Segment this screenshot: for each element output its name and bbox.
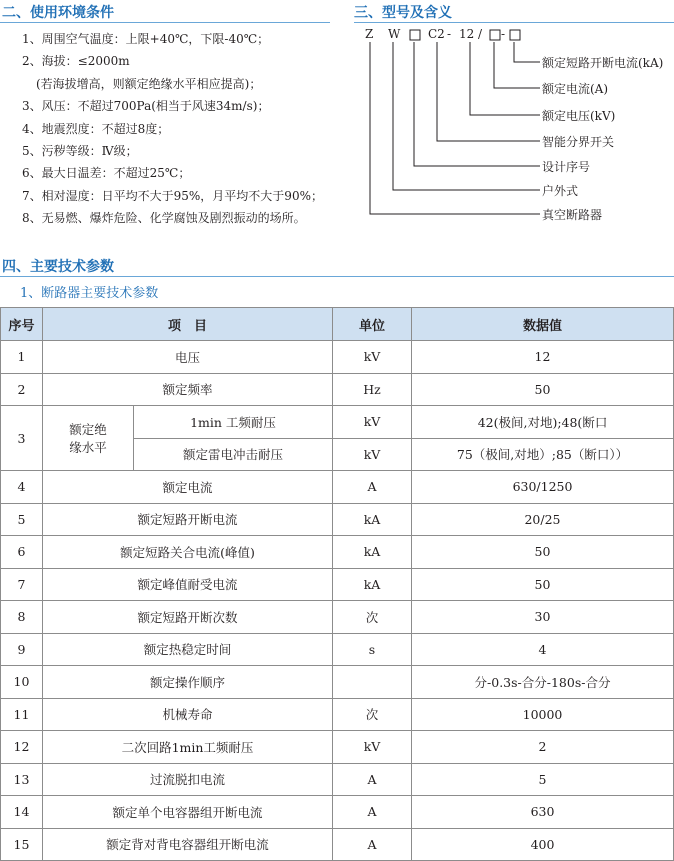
table-row — [1, 471, 674, 504]
code-box-1 — [410, 30, 420, 40]
label-design-no: 设计序号 — [542, 160, 591, 174]
code-z: Z — [365, 27, 374, 41]
cell-unit: A — [333, 828, 412, 861]
table-row — [1, 698, 674, 731]
group-line-1: 额定绝 — [69, 422, 107, 437]
leader-design-no — [414, 42, 540, 166]
cell-unit: A — [333, 763, 412, 796]
header-value: 数据值 — [412, 308, 674, 341]
cell-unit: A — [333, 471, 412, 504]
cell-unit: 次 — [333, 601, 412, 634]
cell-unit: kA — [333, 503, 412, 536]
cell-item: 额定短路开断次数 — [43, 601, 333, 634]
label-rated-current: 额定电流(A) — [542, 82, 609, 96]
cell-item: 额定短路开断电流 — [43, 503, 333, 536]
header-no: 序号 — [1, 308, 43, 341]
code-dash-2: - — [501, 27, 506, 41]
table-row — [1, 828, 674, 861]
cell-item: 额定短路关合电流(峰值) — [43, 536, 333, 569]
cell-value: 分-0.3s-合分-180s-合分 — [412, 666, 674, 699]
cell-value: 630 — [412, 796, 674, 829]
cell-value: 75（极间,对地）;85（断口）） — [412, 438, 674, 471]
cell-value: 50 — [412, 536, 674, 569]
cell-no: 5 — [1, 503, 43, 536]
cell-item: 额定雷电冲击耐压 — [134, 438, 333, 471]
label-rated-voltage: 额定电压(kV) — [542, 109, 616, 123]
header-item: 项 目 — [43, 308, 333, 341]
code-dash-1: - — [447, 27, 452, 41]
env-item: 8、无易燃、爆炸危险、化学腐蚀及剧烈振动的场所。 — [22, 211, 306, 226]
cell-value: 50 — [412, 568, 674, 601]
cell-item: 额定电流 — [43, 471, 333, 504]
cell-no: 8 — [1, 601, 43, 634]
table-row — [1, 763, 674, 796]
section-title-parameters: 四、主要技术参数 — [2, 259, 114, 275]
label-smart-switch: 智能分界开关 — [542, 135, 615, 149]
parameters-subtitle: 1、断路器主要技术参数 — [20, 286, 159, 301]
leader-outdoor — [393, 42, 540, 190]
cell-value: 12 — [412, 341, 674, 374]
cell-item: 1min 工频耐压 — [134, 406, 333, 439]
cell-no: 15 — [1, 828, 43, 861]
cell-unit: 次 — [333, 698, 412, 731]
cell-unit: kV — [333, 406, 412, 439]
code-box-2 — [490, 30, 500, 40]
cell-no: 12 — [1, 731, 43, 764]
code-c2: C2 — [428, 27, 445, 41]
model-diagram — [0, 0, 674, 240]
section-title-environment: 二、使用环境条件 — [2, 5, 114, 21]
table-row — [1, 633, 674, 666]
cell-item: 过流脱扣电流 — [43, 763, 333, 796]
cell-no: 11 — [1, 698, 43, 731]
cell-no: 1 — [1, 341, 43, 374]
section-title-model: 三、型号及含义 — [354, 5, 452, 21]
cell-unit: s — [333, 633, 412, 666]
cell-unit: kV — [333, 341, 412, 374]
cell-no: 6 — [1, 536, 43, 569]
env-item: (若海拔增高，则额定绝缘水平相应提高)； — [36, 76, 262, 91]
env-item: 4、地震烈度：不超过8度； — [22, 121, 170, 136]
cell-item: 额定频率 — [43, 373, 333, 406]
table-row — [1, 796, 674, 829]
table-row — [1, 666, 674, 699]
cell-item: 二次回路1min工频耐压 — [43, 731, 333, 764]
cell-item: 额定峰值耐受电流 — [43, 568, 333, 601]
label-breaking-current: 额定短路开断电流(kA) — [542, 56, 664, 70]
leader-breaking-current — [514, 42, 540, 62]
cell-value: 400 — [412, 828, 674, 861]
leader-rated-voltage — [470, 42, 540, 115]
env-item: 1、周围空气温度：上限+40℃，下限-40℃； — [22, 32, 270, 46]
env-item: 2、海拔：≤2000m — [22, 54, 130, 69]
code-w: W — [388, 27, 401, 41]
leader-smart-switch — [437, 42, 540, 141]
cell-value: 5 — [412, 763, 674, 796]
cell-no: 9 — [1, 633, 43, 666]
cell-no: 4 — [1, 471, 43, 504]
cell-unit — [333, 666, 412, 699]
table-row — [1, 568, 674, 601]
cell-item: 额定操作顺序 — [43, 666, 333, 699]
cell-item: 额定单个电容器组开断电流 — [43, 796, 333, 829]
cell-value: 20/25 — [412, 503, 674, 536]
env-item: 3、风压：不超过700Pa(相当于风速34m/s)； — [22, 99, 270, 114]
cell-value: 2 — [412, 731, 674, 764]
code-box-3 — [510, 30, 520, 40]
env-item: 6、最大日温差：不超过25℃； — [22, 166, 191, 181]
section-rule-parameters — [0, 276, 674, 277]
cell-no: 13 — [1, 763, 43, 796]
header-unit: 单位 — [333, 308, 412, 341]
cell-no: 10 — [1, 666, 43, 699]
cell-no: 7 — [1, 568, 43, 601]
cell-unit: kA — [333, 536, 412, 569]
table-row — [1, 503, 674, 536]
cell-value: 30 — [412, 601, 674, 634]
env-item: 7、相对湿度：日平均不大于95%，月平均不大于90%； — [22, 188, 323, 203]
leader-vacuum-breaker — [370, 42, 540, 214]
cell-value: 42(极间,对地);48(断口 — [412, 406, 674, 439]
cell-no: 3 — [1, 406, 43, 471]
table-row — [1, 731, 674, 764]
cell-no: 14 — [1, 796, 43, 829]
table-header-row — [1, 308, 674, 341]
cell-item: 额定背对背电容器组开断电流 — [43, 828, 333, 861]
cell-unit: Hz — [333, 373, 412, 406]
cell-unit: kA — [333, 568, 412, 601]
cell-value: 4 — [412, 633, 674, 666]
cell-item: 额定热稳定时间 — [43, 633, 333, 666]
table-row — [1, 536, 674, 569]
cell-unit: kV — [333, 438, 412, 471]
table-row — [1, 406, 674, 439]
cell-unit: A — [333, 796, 412, 829]
group-line-2: 缘水平 — [69, 440, 107, 455]
table-row — [1, 373, 674, 406]
cell-value: 50 — [412, 373, 674, 406]
table-row — [1, 341, 674, 374]
label-outdoor: 户外式 — [542, 184, 579, 198]
code-12: 12 — [459, 27, 475, 41]
cell-item: 机械寿命 — [43, 698, 333, 731]
parameters-table — [0, 307, 674, 861]
cell-item: 电压 — [43, 341, 333, 374]
table-row — [1, 601, 674, 634]
code-slash: / — [478, 27, 483, 41]
cell-unit: kV — [333, 731, 412, 764]
cell-value: 10000 — [412, 698, 674, 731]
env-item: 5、污秽等级：Ⅳ级； — [22, 144, 138, 159]
label-vacuum-breaker: 真空断路器 — [542, 208, 603, 222]
leader-rated-current — [494, 42, 540, 88]
cell-no: 2 — [1, 373, 43, 406]
cell-group-insulation — [43, 406, 134, 471]
cell-value: 630/1250 — [412, 471, 674, 504]
